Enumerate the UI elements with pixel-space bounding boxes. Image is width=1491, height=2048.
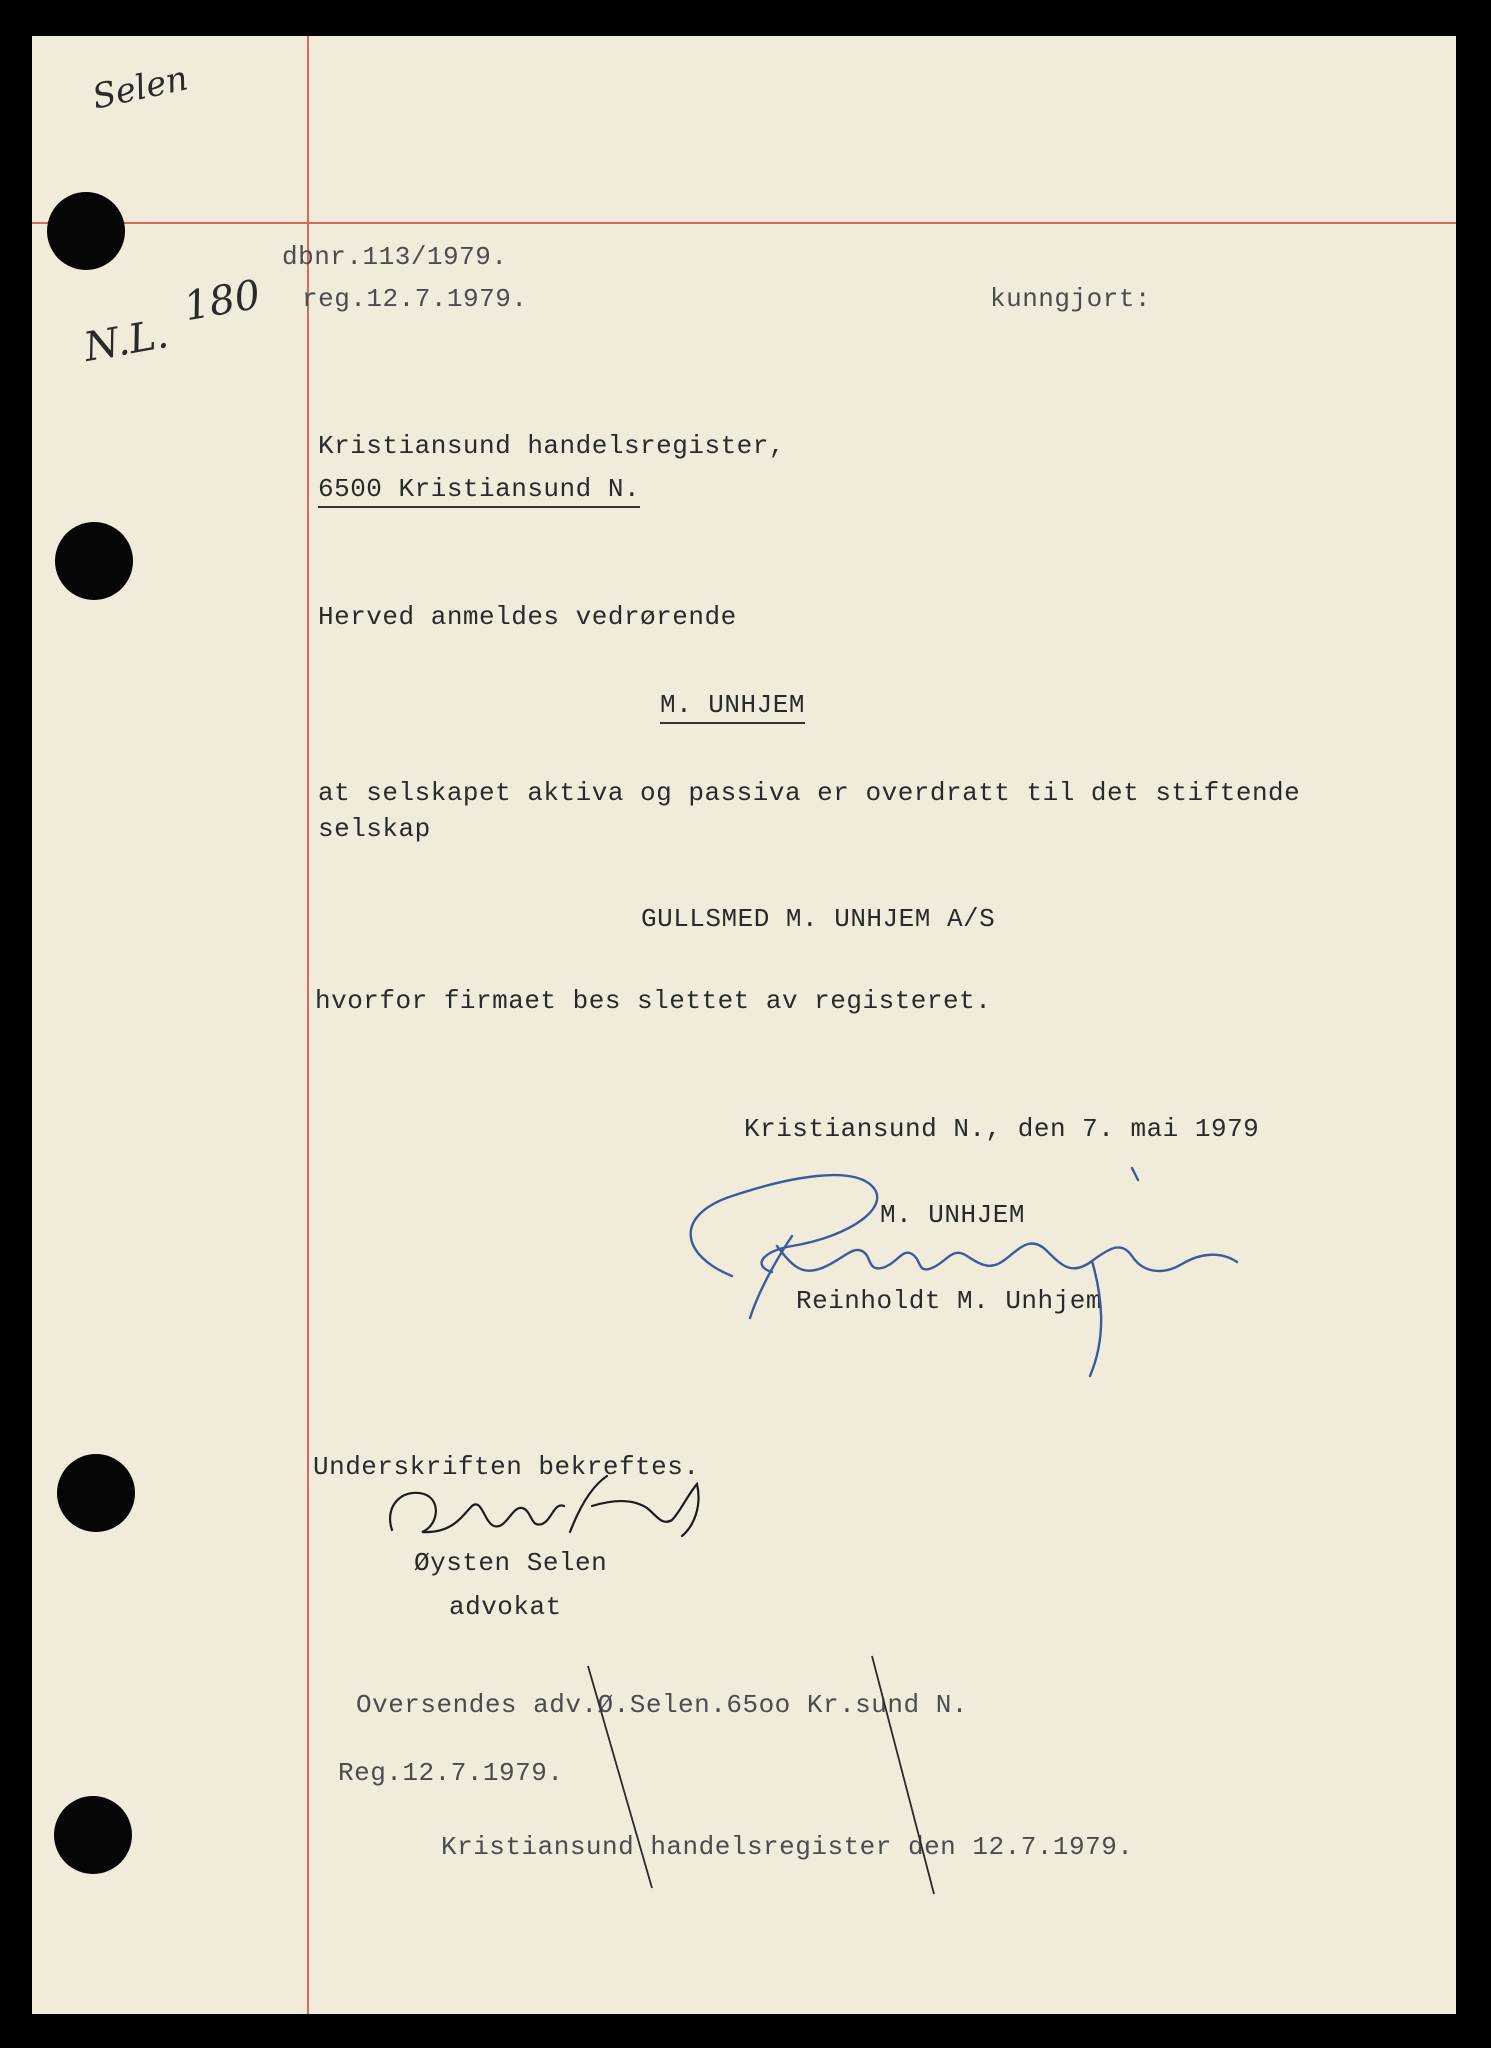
new-company-name: GULLSMED M. UNHJEM A/S [641, 904, 996, 934]
body-text-line-1: at selskapet aktiva og passiva er overdratt til det stiftende [318, 778, 1301, 808]
handwritten-name: Selen [88, 58, 192, 118]
attesting-lawyer-title: advokat [449, 1592, 562, 1622]
forwarding-note: Oversendes adv.Ø.Selen.65oo Kr.sund N. [356, 1690, 968, 1720]
attesting-lawyer-name: Øysten Selen [414, 1548, 608, 1578]
intro-text: Herved anmeldes vedrørende [318, 602, 737, 632]
signature-reinholdt-unhjem [691, 1168, 1237, 1376]
address-line-2: 6500 Kristiansund N. [318, 474, 640, 508]
body-text-line-2: selskap [318, 814, 431, 844]
kunngjort-label: kunngjort: [990, 284, 1152, 314]
body-text-line-3: hvorfor firmaet bes slettet av registeret. [315, 986, 992, 1016]
attestation-text: Underskriften bekreftes. [313, 1452, 700, 1482]
dbnr-reference: dbnr.113/1979. [282, 242, 508, 272]
handwritten-ref-prefix: N.L. [80, 311, 172, 371]
signer-name: Reinholdt M. Unhjem [796, 1286, 1102, 1316]
document-page [32, 36, 1456, 2014]
signature-oysten-selen [390, 1476, 698, 1536]
place-and-date: Kristiansund N., den 7. mai 1979 [744, 1114, 1260, 1144]
company-name: M. UNHJEM [660, 690, 805, 724]
reg-date: reg.12.7.1979. [302, 284, 528, 314]
strike-lines [588, 1656, 934, 1894]
registry-footer: Kristiansund handelsregister den 12.7.1979. [441, 1832, 1134, 1862]
signing-firm: M. UNHJEM [880, 1200, 1025, 1230]
address-line-1: Kristiansund handelsregister, [318, 431, 785, 461]
registry-reg-date: Reg.12.7.1979. [338, 1758, 564, 1788]
ink-overlay [32, 36, 1456, 2014]
handwritten-ref-number: 180 [180, 271, 264, 331]
